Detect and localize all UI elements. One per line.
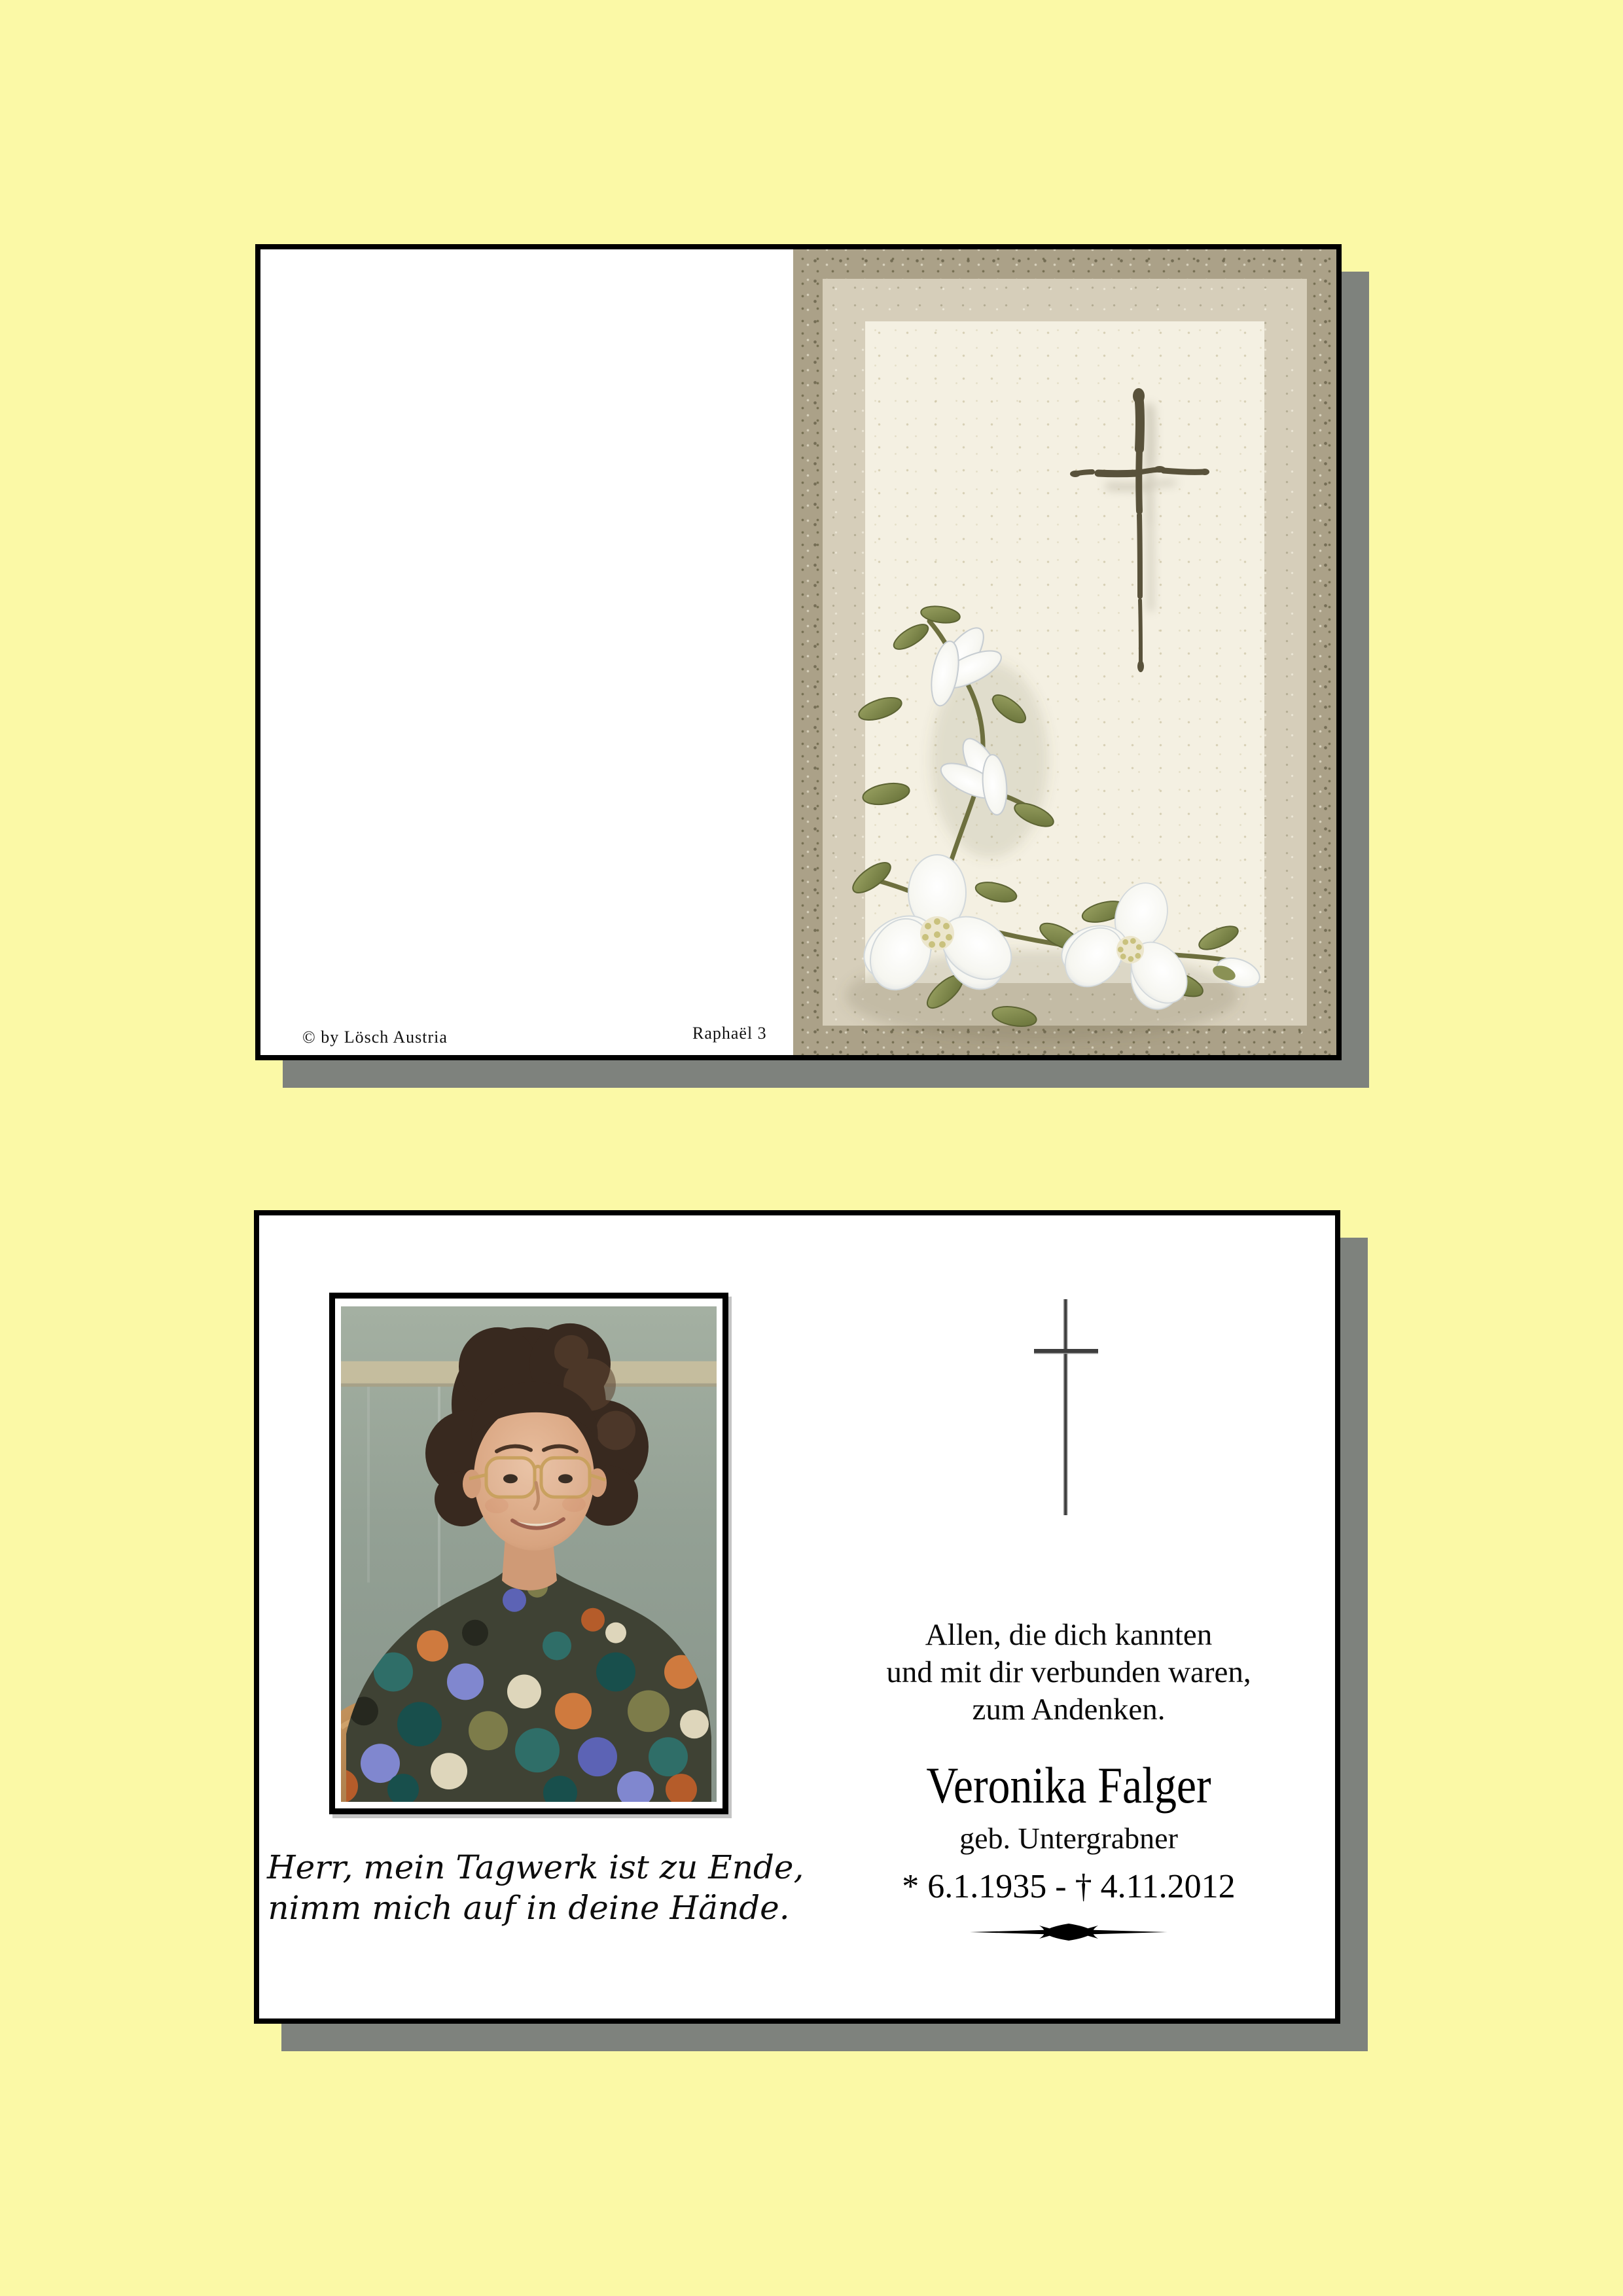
divider-ornament-icon (967, 1919, 1170, 1945)
maiden-name: geb. Untergrabner (959, 1821, 1178, 1855)
memorial-card-outer (255, 244, 1342, 1060)
memorial-quote (267, 1847, 804, 1928)
portrait-photo (341, 1306, 717, 1802)
portrait-photo-frame (329, 1293, 728, 1814)
quote-line-1: Herr, mein Tagwerk ist zu Ende, (267, 1848, 804, 1886)
dedication-line-3: zum Andenken. (972, 1693, 1166, 1727)
birth-death-dates: * 6.1.1935 - † 4.11.2012 (902, 1868, 1236, 1905)
cross-icon (1031, 1297, 1103, 1519)
dedication-line-1: Allen, die dich kannten (925, 1618, 1213, 1652)
dedication-line-2: und mit dir verbunden waren, (886, 1655, 1251, 1689)
deceased-name: Veronika Falger (926, 1757, 1211, 1814)
flowers-illustration (774, 596, 1271, 1054)
dedication-text (840, 1617, 1298, 1729)
memorial-card-inner (254, 1210, 1340, 2024)
series-label: Raphaël 3 (692, 1024, 767, 1043)
publisher-imprint: © by Lösch Austria (302, 1028, 448, 1047)
decorative-panel (793, 249, 1336, 1055)
quote-line-2: nimm mich auf in deine Hände. (268, 1889, 790, 1927)
